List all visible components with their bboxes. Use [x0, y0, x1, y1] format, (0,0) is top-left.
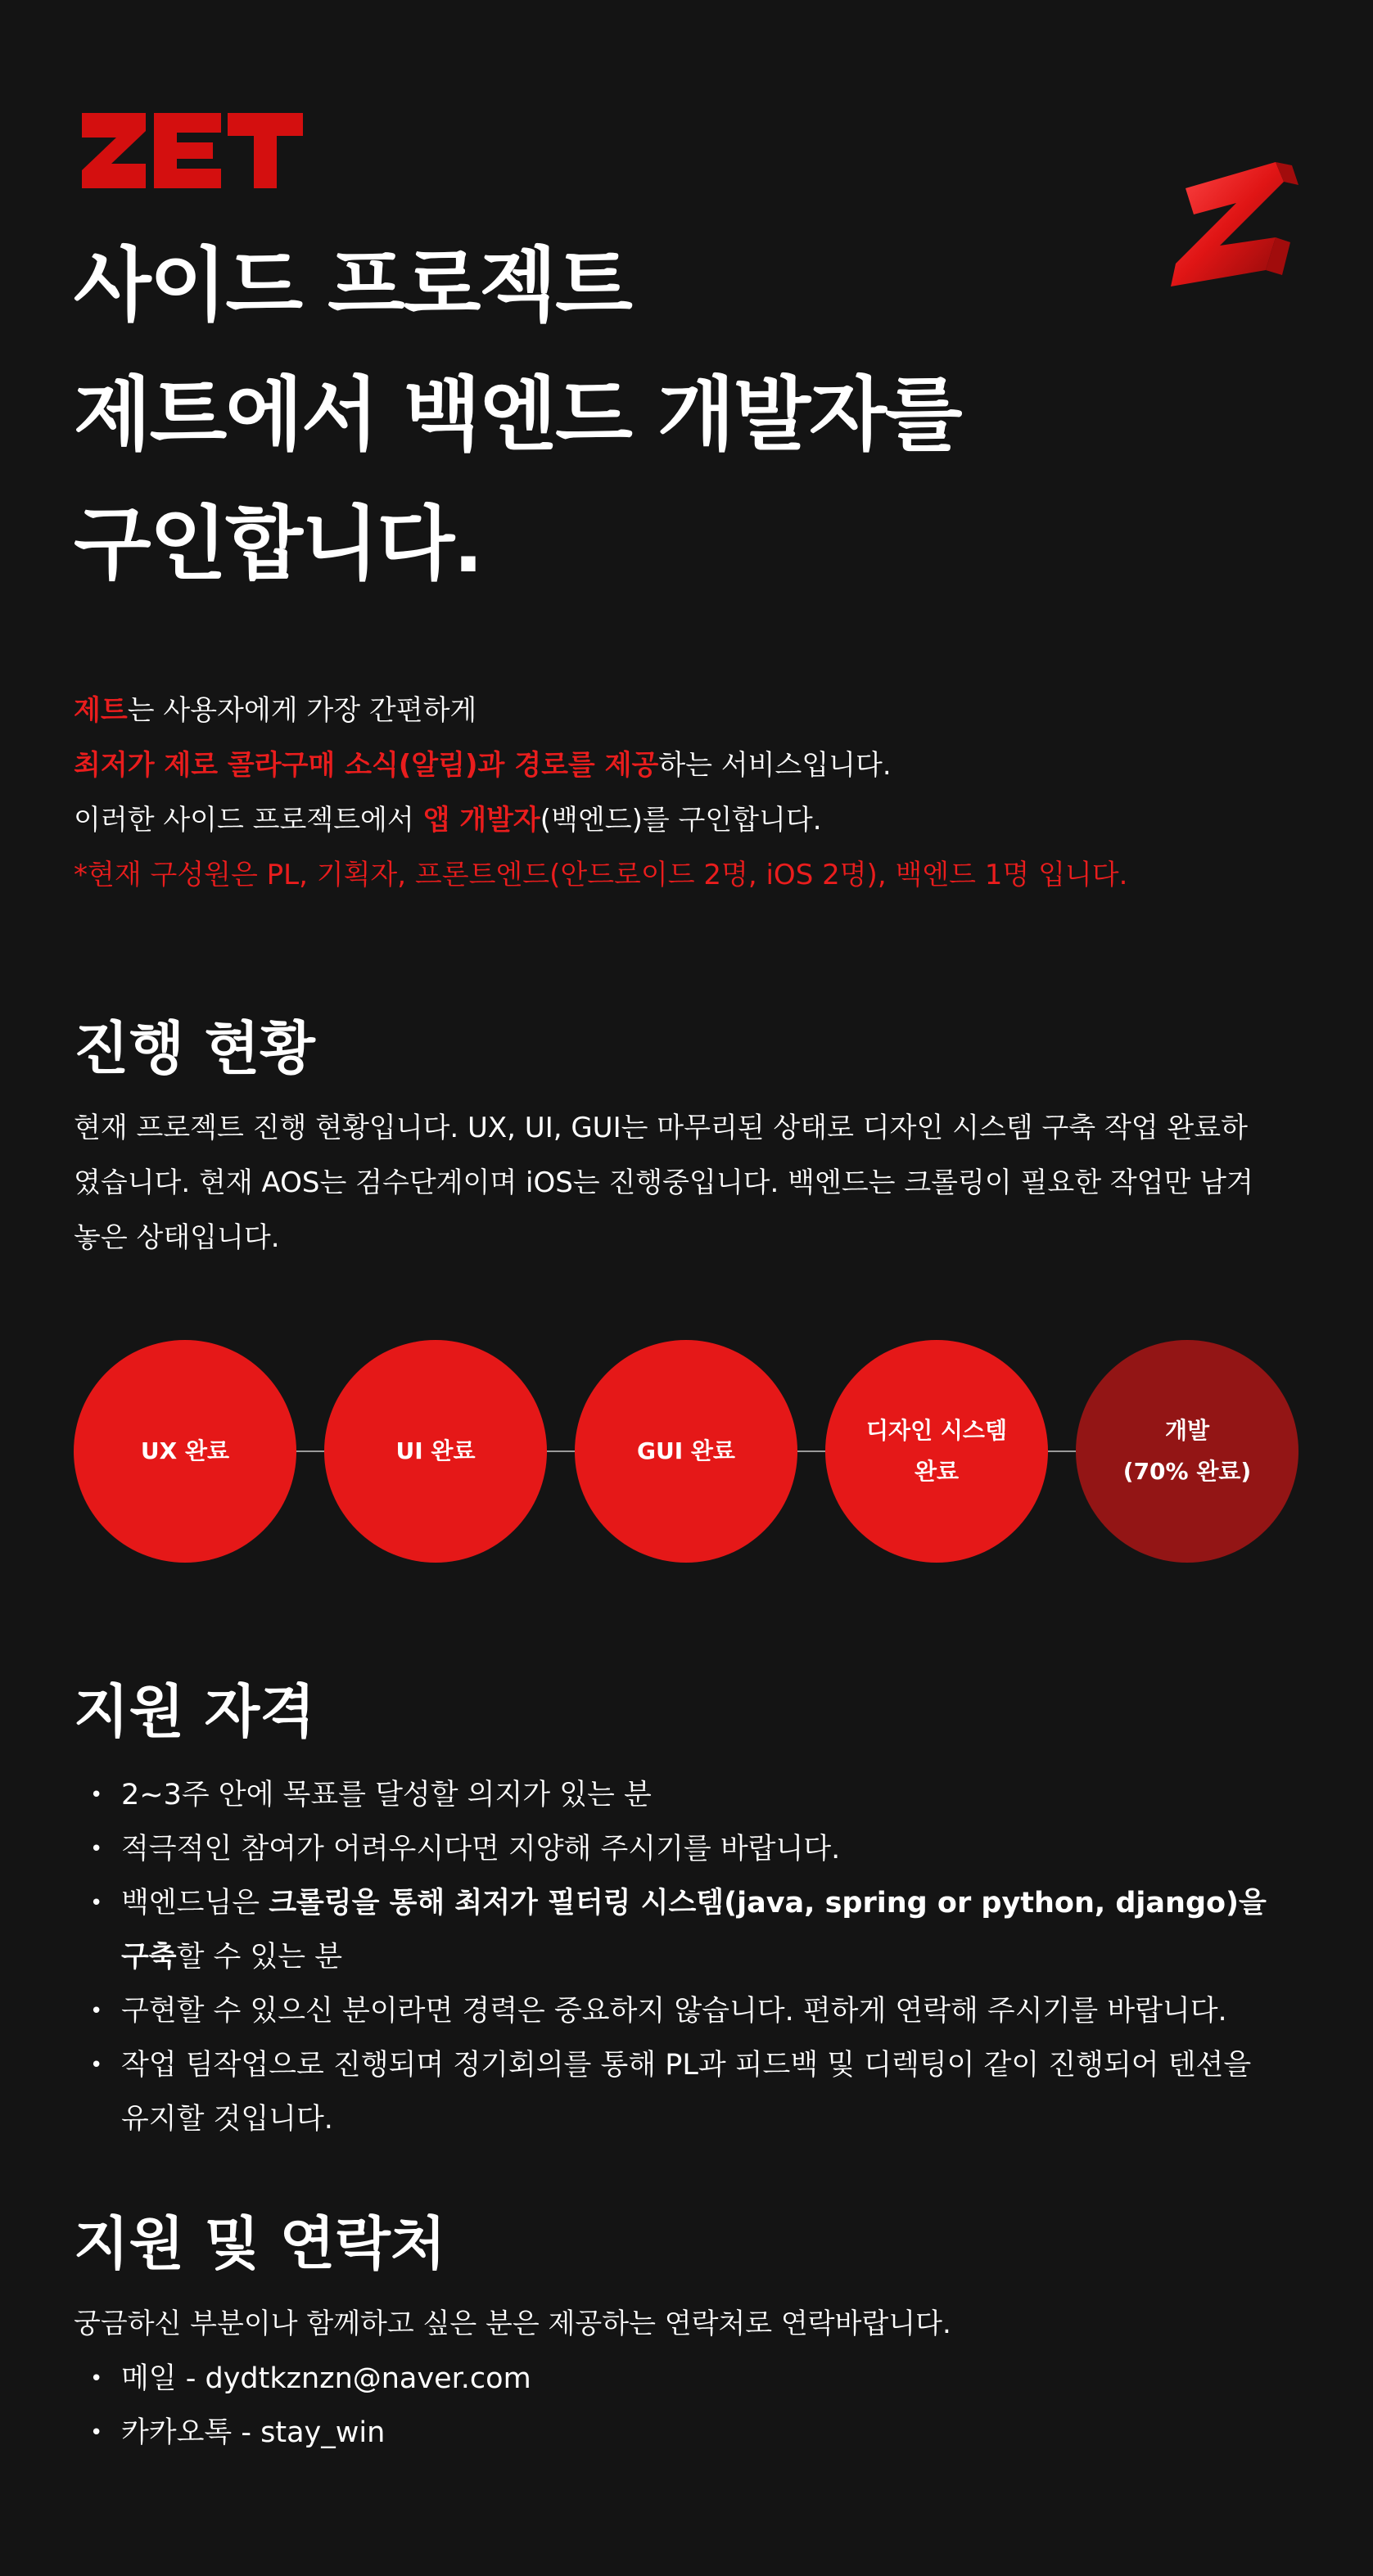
contact-email[interactable]: • 메일 - dydtkznzn@naver.com — [74, 2352, 531, 2406]
step-label: 개발 — [1164, 1417, 1210, 1444]
intro-text: (백엔드)를 구인합니다. — [540, 804, 822, 837]
page-headline — [74, 221, 961, 609]
step-label: UI 완료 — [395, 1437, 476, 1464]
intro-line-2 — [74, 738, 1127, 793]
step-label: 디자인 시스템 — [865, 1417, 1008, 1444]
step-design-system — [825, 1340, 1048, 1563]
team-note: *현재 구성원은 PL, 기획자, 프론트엔드(안드로이드 2명, iOS 2명), 백엔드 1명 입니다. — [74, 859, 1128, 891]
contact-intro — [74, 2297, 1302, 2352]
qualifications-list — [74, 1768, 1267, 2146]
intro-section — [74, 683, 1127, 903]
step-ui — [324, 1340, 547, 1563]
list-item-text: 할 수 있는 분 — [176, 1941, 343, 1974]
list-item — [74, 1876, 1267, 1984]
zet-logo — [82, 113, 303, 188]
z-3d-icon — [1161, 156, 1300, 295]
list-item-text: 유지할 것입니다. — [121, 2103, 333, 2136]
list-item: • 2~3주 안에 목표를 달성할 의지가 있는 분 — [74, 1768, 1267, 1822]
step-label: UX 완료 — [140, 1437, 230, 1464]
step-development — [1076, 1340, 1298, 1563]
contact-title: 지원 및 연락처 — [74, 2210, 446, 2277]
qualifications-title: 지원 자격 — [74, 1678, 315, 1745]
step-sublabel: 완료 — [914, 1458, 960, 1485]
list-item-text: 백엔드님은 — [121, 1887, 269, 1920]
progress-title: 진행 현황 — [74, 1015, 315, 1082]
list-item-bold: 크롤링을 통해 최저가 필터링 시스템(java, spring or python, django)을 — [269, 1887, 1267, 1920]
headline-line-3: 구인합니다. — [74, 498, 482, 591]
list-item: • 적극적인 참여가 어려우시다면 지양해 주시기를 바랍니다. — [74, 1822, 1267, 1876]
role-highlight: 앱 개발자 — [422, 804, 540, 837]
headline-line-2: 제트에서 백엔드 개발자를 — [74, 368, 961, 462]
progress-description — [74, 1101, 1302, 1265]
list-item-bold: 구축 — [121, 1941, 177, 1974]
intro-text: 하는 서비스입니다. — [658, 749, 892, 782]
progress-text: 현재 프로젝트 진행 현황입니다. UX, UI, GUI는 마무리된 상태로 디자인 시스템 구축 작업 완료하 — [74, 1112, 1248, 1144]
list-item: • 구현할 수 있으신 분이라면 경력은 중요하지 않습니다. 편하게 연락해 주시기를 바랍니다. — [74, 1984, 1267, 2038]
headline-line-1: 사이드 프로젝트 — [74, 239, 631, 332]
list-item-text: 작업 팀작업으로 진행되며 정기회의를 통해 PL과 피드백 및 디렉팅이 같이 진행되어 텐션을 — [121, 2049, 1252, 2082]
progress-text: 였습니다. 현재 AOS는 검수단계이며 iOS는 진행중입니다. 백엔드는 크롤링이 필요한 작업만 남겨 — [74, 1166, 1253, 1199]
step-sublabel: (70% 완료) — [1122, 1458, 1252, 1485]
intro-text: 이러한 사이드 프로젝트에서 — [74, 804, 423, 837]
list-item — [74, 2038, 1267, 2146]
service-highlight: 최저가 제로 콜라구매 소식(알림)과 경로를 제공 — [74, 749, 659, 782]
step-ux — [74, 1340, 296, 1563]
contact-intro-text: 궁금하신 부분이나 함께하고 싶은 분은 제공하는 연락처로 연락바랍니다. — [74, 2308, 951, 2340]
brand-name: 제트 — [74, 694, 128, 727]
step-label: GUI 완료 — [637, 1437, 735, 1464]
progress-steps — [74, 1340, 1298, 1563]
progress-text: 놓은 상태입니다. — [74, 1221, 280, 1254]
step-gui — [575, 1340, 797, 1563]
intro-line-1 — [74, 683, 1127, 738]
intro-line-3 — [74, 793, 1127, 848]
contact-kakao[interactable]: • 카카오톡 - stay_win — [74, 2406, 531, 2460]
intro-text: 는 사용자에게 가장 간편하게 — [127, 694, 477, 727]
contact-list — [74, 2352, 531, 2460]
